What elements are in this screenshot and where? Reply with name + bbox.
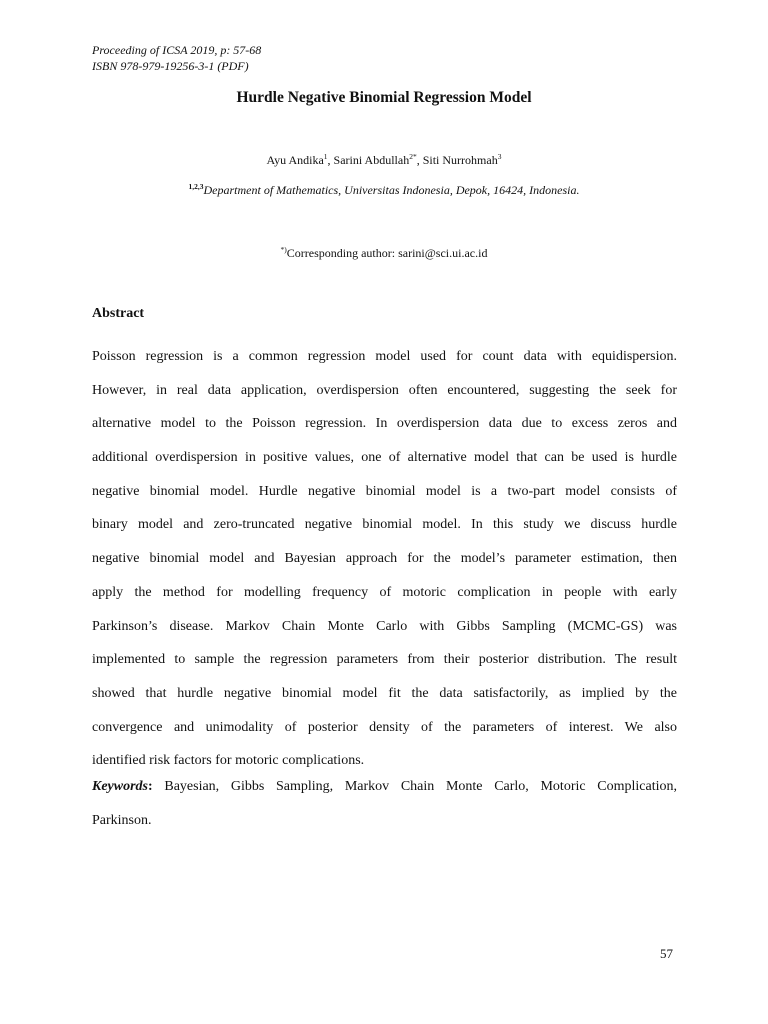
- keywords-text: Bayesian, Gibbs Sampling, Markov Chain Monte Carlo, Motoric Complication,: [152, 779, 677, 794]
- abstract-line: negative binomial model. Hurdle negative binomial model is a two-part model consists of: [92, 483, 677, 499]
- abstract-line: negative binomial model and Bayesian approach for the model’s parameter estimation, then: [92, 551, 677, 567]
- abstract-line: implemented to sample the regression parameters from their posterior distribution. The result: [92, 652, 677, 668]
- author-affiliation-mark: 1: [323, 152, 328, 161]
- abstract-line: convergence and unimodality of posterior density of the parameters of interest. We also: [92, 719, 677, 735]
- author-separator: ,: [327, 153, 334, 167]
- abstract-line: However, in real data application, overdispersion often encountered, suggesting the seek for: [92, 382, 677, 398]
- corresponding-author: [0, 246, 768, 261]
- affiliation-text: Department of Mathematics, Universitas Indonesia, Depok, 16424, Indonesia.: [203, 183, 580, 197]
- abstract-line: Parkinson’s disease. Markov Chain Monte Carlo with Gibbs Sampling (MCMC-GS) was: [92, 618, 677, 634]
- abstract-line: showed that hurdle negative binomial model fit the data satisfactorily, as implied by the: [92, 685, 677, 701]
- abstract-line: identified risk factors for motoric complications.: [92, 753, 365, 769]
- abstract-line: alternative model to the Poisson regression. In overdispersion data due to excess zeros and: [92, 416, 677, 432]
- running-header: [92, 42, 261, 74]
- abstract-line: Poisson regression is a common regression model used for count data with equidispersion.: [92, 349, 677, 364]
- author-affiliation-mark: 3: [497, 152, 502, 161]
- header-isbn: ISBN 978-979-19256-3-1 (PDF): [92, 59, 249, 73]
- abstract-line: binary model and zero-truncated negative binomial model. In this study we discuss hurdle: [92, 517, 677, 533]
- author-name: Siti Nurrohmah: [422, 153, 498, 167]
- keywords-line: [92, 770, 677, 804]
- affiliation: [0, 183, 768, 198]
- author-list: [0, 153, 768, 168]
- page-number: 57: [660, 946, 673, 961]
- author-separator: ,: [416, 153, 423, 167]
- abstract-heading: Abstract: [92, 306, 145, 321]
- abstract-body: [92, 340, 677, 778]
- author-name: Ayu Andika: [266, 153, 324, 167]
- author-name: Sarini Abdullah: [333, 153, 410, 167]
- keywords-line: Parkinson.: [92, 812, 152, 828]
- abstract-line: additional overdispersion in positive values, one of alternative model that can be used is hurdle: [92, 450, 677, 466]
- header-proceeding: Proceeding of ICSA 2019, p: 57-68: [92, 43, 262, 57]
- corresponding-text: Corresponding author: sarini@sci.ui.ac.id: [286, 246, 488, 260]
- keywords-colon: :: [148, 779, 153, 794]
- affiliation-mark: 1,2,3: [188, 182, 204, 191]
- keywords-label: Keywords: [92, 779, 148, 794]
- author-affiliation-mark: 2*: [409, 152, 417, 161]
- abstract-line: apply the method for modelling frequency of motoric complication in people with early: [92, 584, 677, 600]
- keywords-section: [92, 770, 677, 837]
- paper-title: Hurdle Negative Binomial Regression Model: [236, 89, 532, 106]
- corresponding-mark: *): [280, 245, 287, 254]
